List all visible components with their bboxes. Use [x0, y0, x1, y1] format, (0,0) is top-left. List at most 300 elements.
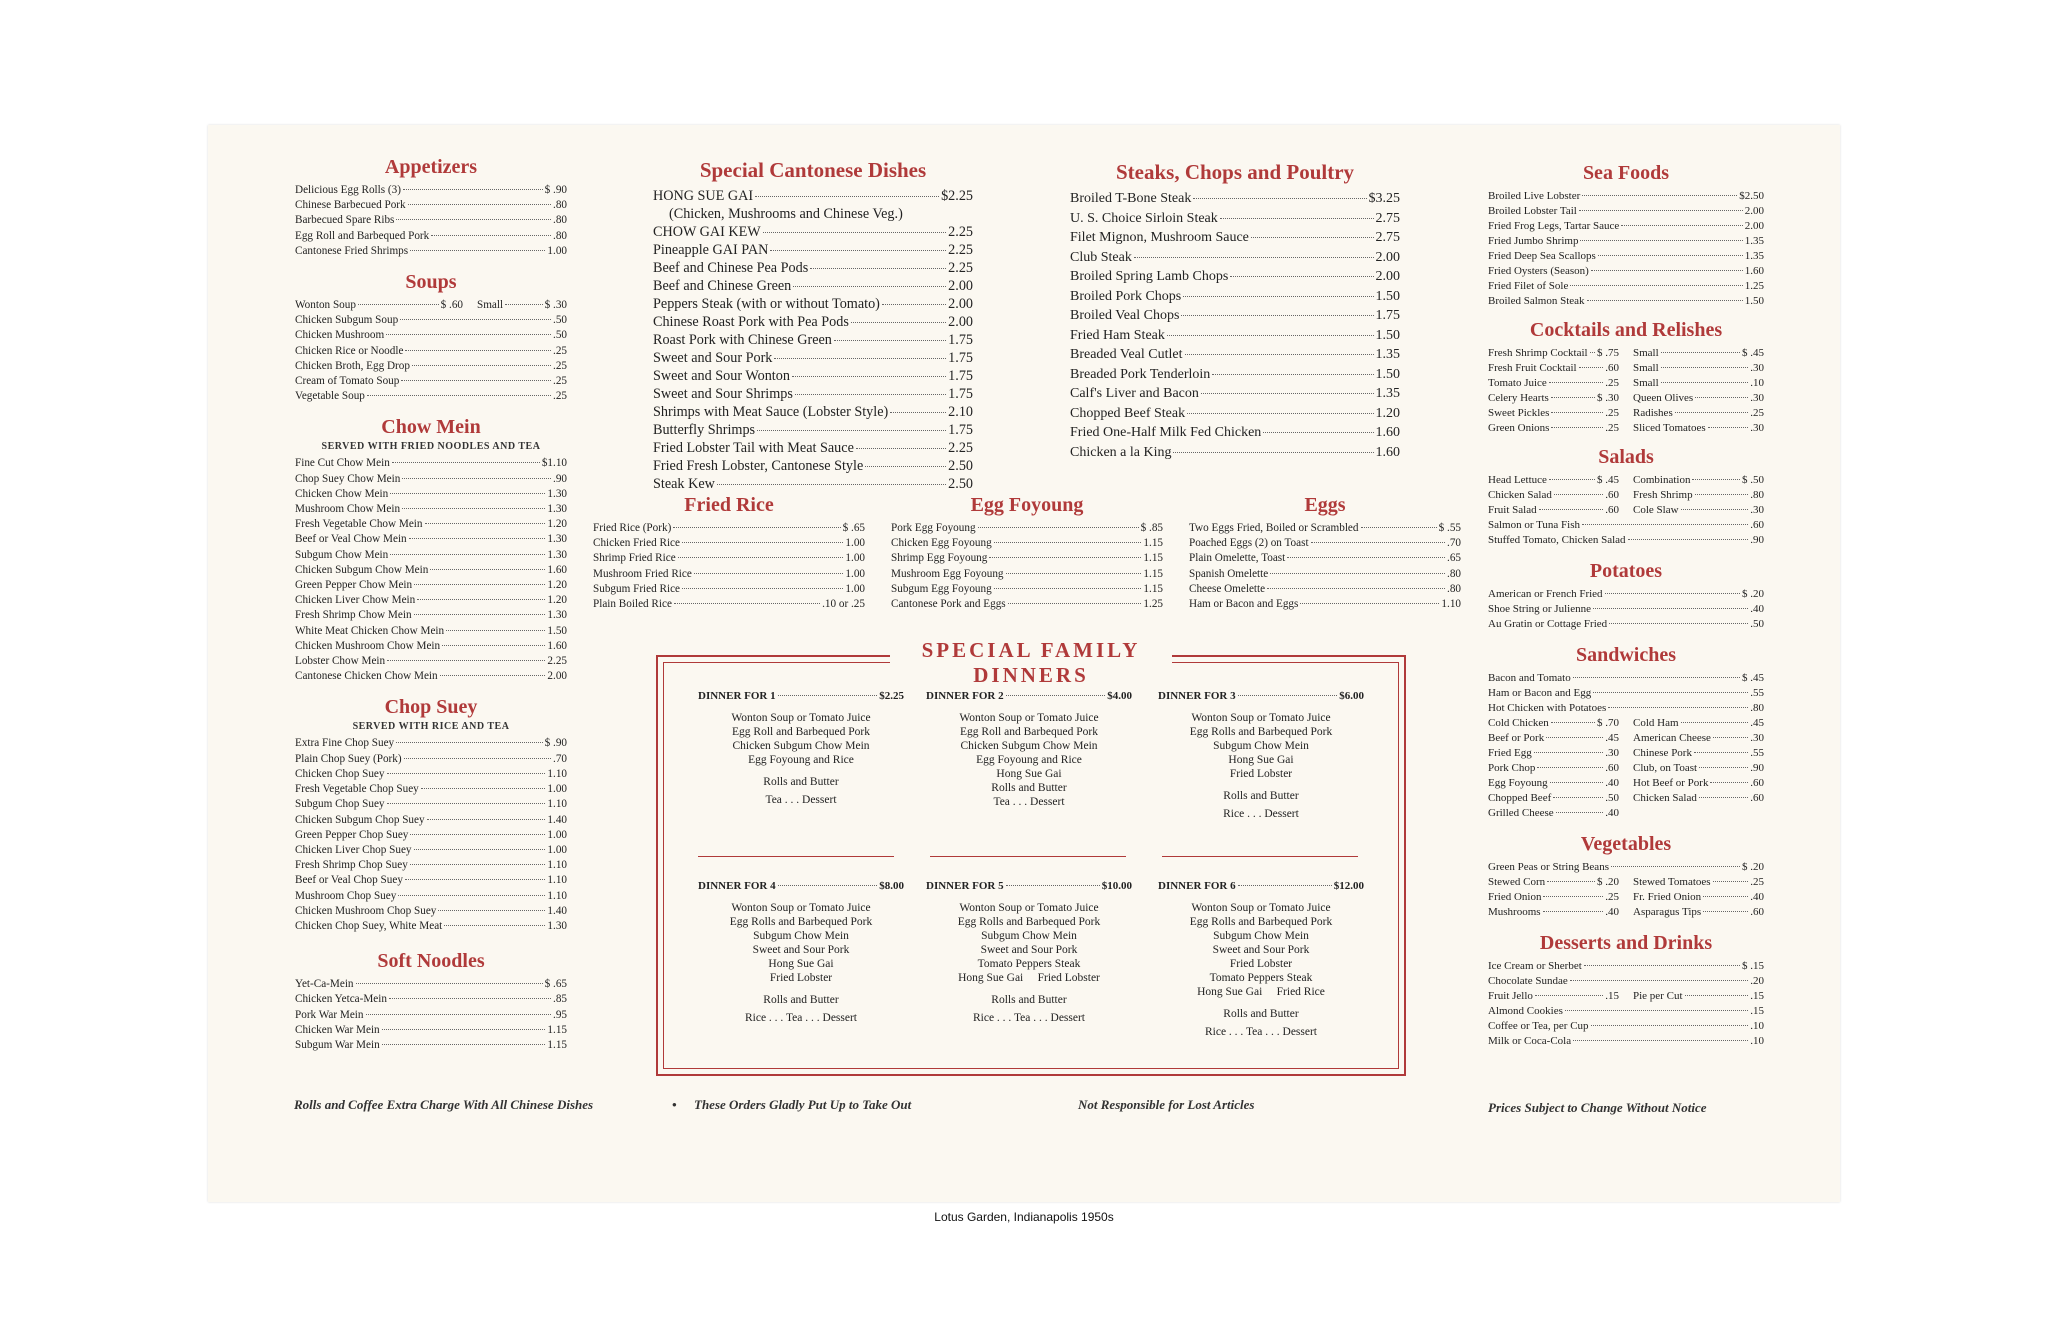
- fried-rice-section: [593, 494, 865, 612]
- menu-item-note: (Chicken, Mushrooms and Chinese Veg.): [669, 206, 903, 222]
- item-price: $ .65: [842, 522, 865, 534]
- item-name: Fruit Salad: [1488, 504, 1537, 516]
- item-name: Fine Cut Chow Mein: [295, 457, 390, 470]
- item-name: Chicken Yetca-Mein: [295, 993, 387, 1006]
- desserts-list-2: [1488, 1004, 1764, 1049]
- item-name: Shoe String or Julienne: [1488, 603, 1591, 615]
- soft-noodles-title: Soft Noodles: [377, 950, 485, 973]
- item-name: U. S. Choice Sirloin Steak: [1070, 210, 1218, 226]
- menu-item: [1488, 204, 1764, 219]
- menu-item: [653, 457, 973, 475]
- item-price: 2.00: [948, 296, 973, 312]
- cocktails-list: [1488, 346, 1764, 436]
- potatoes-list: [1488, 587, 1764, 632]
- menu-item: [295, 624, 567, 639]
- item-name: Broiled Salmon Steak: [1488, 295, 1585, 307]
- menu-item: [891, 597, 1163, 612]
- menu-item: [1189, 536, 1461, 551]
- menu-item: [295, 328, 567, 343]
- item-price: 1.75: [1375, 308, 1400, 323]
- item-name: Fresh Vegetable Chop Suey: [295, 783, 419, 796]
- menu-item: [1488, 391, 1619, 406]
- menu-item: [1488, 875, 1619, 890]
- dinner-extra: Rolls and Butter: [1223, 1008, 1299, 1020]
- menu-item: [1070, 384, 1400, 404]
- item-price: 1.10: [547, 874, 567, 887]
- dinner-price: $2.25: [879, 690, 904, 702]
- item-price: $ .70: [1597, 717, 1619, 729]
- menu-item: [1070, 365, 1400, 385]
- item-name: Shrimp Egg Foyoung: [891, 552, 988, 565]
- item-name: Sweet and Sour Pork: [653, 350, 773, 366]
- dinner-extra: Rolls and Butter: [991, 994, 1067, 1006]
- dinner-label: DINNER FOR 2: [926, 690, 1004, 702]
- menu-item: [1488, 421, 1619, 436]
- item-price: .70: [553, 752, 567, 765]
- item-price: .80: [553, 229, 567, 242]
- menu-item: [1488, 406, 1619, 421]
- item-price: $ .90: [544, 184, 567, 196]
- item-price: .25: [1605, 407, 1619, 419]
- dinner-label: DINNER FOR 3: [1158, 690, 1236, 702]
- footer-lost-articles: Not Responsible for Lost Articles: [1078, 1097, 1255, 1112]
- menu-item: [653, 295, 973, 313]
- menu-item: [1488, 989, 1619, 1004]
- item-name: Sweet Pickles: [1488, 407, 1550, 419]
- item-price: $ .65: [544, 978, 567, 991]
- menu-item: [593, 567, 865, 582]
- item-name: Broiled Veal Chops: [1070, 308, 1180, 323]
- dinner-course: Tomato Peppers Steak: [1209, 972, 1313, 984]
- menu-item: [1633, 761, 1764, 776]
- item-name: Queen Olives: [1633, 392, 1694, 404]
- item-name: Broiled Spring Lamb Chops: [1070, 269, 1229, 284]
- item-name: Broiled Lobster Tail: [1488, 205, 1577, 217]
- dinner-heading: [698, 689, 904, 703]
- menu-item: [1488, 890, 1619, 905]
- item-price: .60: [1750, 519, 1764, 531]
- menu-item: [1488, 219, 1764, 234]
- menu-item-pair: [1488, 905, 1764, 920]
- item-price: 1.00: [547, 843, 567, 856]
- menu-item: [1633, 890, 1764, 905]
- item-name: Fried One-Half Milk Fed Chicken: [1070, 425, 1262, 440]
- dinner-label: DINNER FOR 6: [1158, 880, 1236, 892]
- menu-item: [295, 229, 567, 244]
- menu-item: [1488, 761, 1619, 776]
- item-name: Radishes: [1633, 407, 1673, 419]
- item-name: Poached Eggs (2) on Toast: [1189, 537, 1309, 550]
- item-name: Ham or Bacon and Egg: [1488, 687, 1592, 699]
- menu-item: Wonton Soup $ .60: [295, 299, 463, 312]
- item-name: Au Gratin or Cottage Fried: [1488, 618, 1608, 630]
- item-name: Cheese Omelette: [1189, 582, 1266, 595]
- menu-item: [653, 475, 973, 493]
- menu-item: [295, 889, 567, 904]
- dinner-course: Egg Rolls and Barbequed Pork: [729, 916, 873, 928]
- menu-item: [1633, 746, 1764, 761]
- item-price: $ .20: [1742, 588, 1764, 600]
- steaks-title: Steaks, Chops and Poultry: [1115, 160, 1355, 184]
- dinner-course: Egg Roll and Barbequed Pork: [732, 726, 870, 738]
- item-price: 1.10: [1441, 598, 1461, 611]
- menu-item: [295, 1023, 567, 1038]
- item-price: .80: [1447, 567, 1461, 580]
- item-price: 1.25: [1143, 598, 1163, 611]
- menu-item: [653, 385, 973, 403]
- item-name: Cold Chicken: [1488, 717, 1549, 729]
- menu-item-pair: [1488, 361, 1764, 376]
- menu-item: [1070, 209, 1400, 229]
- menu-item: [653, 439, 973, 457]
- item-price: 1.00: [845, 552, 865, 565]
- item-price: 1.15: [1143, 552, 1163, 565]
- item-price: 1.30: [547, 487, 567, 500]
- item-name: Yet-Ca-Mein: [295, 978, 354, 991]
- item-name: Subgum Egg Foyoung: [891, 582, 992, 595]
- desserts-pairs: [1488, 989, 1764, 1004]
- item-name: Cole Slaw: [1633, 504, 1679, 516]
- item-name: Extra Fine Chop Suey: [295, 737, 395, 750]
- item-name: Stewed Corn: [1488, 876, 1546, 888]
- menu-item: [1633, 875, 1764, 890]
- item-price: .30: [1750, 392, 1764, 404]
- menu-item: [1633, 346, 1764, 361]
- menu-item: [295, 548, 567, 563]
- dinner-course: Wonton Soup or Tomato Juice: [1191, 902, 1331, 914]
- item-price: 2.00: [1375, 269, 1400, 284]
- item-name: Beef or Pork: [1488, 732, 1545, 744]
- item-price: .80: [1750, 702, 1764, 714]
- dinner-course: Hong Sue Gai: [996, 768, 1062, 780]
- item-name: Egg Roll and Barbequed Pork: [295, 229, 430, 242]
- dinner-course: Sweet and Sour Pork: [1212, 944, 1310, 956]
- menu-item: [1488, 860, 1764, 875]
- item-name: Egg Foyoung: [1488, 777, 1548, 789]
- salads-list: [1488, 518, 1764, 548]
- item-name: Chicken Liver Chow Mein: [295, 594, 416, 607]
- menu-item-pair: [1488, 473, 1764, 488]
- item-name: Chocolate Sundae: [1488, 975, 1568, 987]
- item-price: 1.60: [1375, 444, 1400, 460]
- dinner-course: Rolls and Butter: [991, 782, 1067, 794]
- chow-mein-title: Chow Mein: [381, 416, 481, 439]
- dinner-course: Egg Roll and Barbequed Pork: [960, 726, 1098, 738]
- item-price: .60: [1750, 792, 1764, 804]
- item-price: .25: [1605, 377, 1619, 389]
- chow-mein-list: [295, 456, 567, 684]
- footer-prices-note: Prices Subject to Change Without Notice: [1488, 1100, 1707, 1115]
- item-name: Sweet and Sour Wonton: [653, 368, 790, 384]
- item-name: Chopped Beef Steak: [1070, 405, 1186, 421]
- item-price: 1.35: [1744, 250, 1764, 262]
- item-price: .10: [1750, 1020, 1764, 1032]
- item-price: .15: [1605, 990, 1619, 1002]
- menu-item: [593, 521, 865, 536]
- menu-item: [1633, 731, 1764, 746]
- cocktails-title: Cocktails and Relishes: [1529, 319, 1723, 341]
- menu-item: [1633, 391, 1764, 406]
- item-price: 1.35: [1375, 347, 1400, 362]
- sea-foods-title: Sea Foods: [1582, 162, 1670, 184]
- item-price: .15: [1750, 990, 1764, 1002]
- item-price: .40: [1605, 777, 1619, 789]
- item-price: $ .30: [1597, 392, 1619, 404]
- item-price: .60: [1750, 906, 1764, 918]
- menu-item: [295, 992, 567, 1007]
- item-price: 1.30: [547, 503, 567, 516]
- chop-suey-list: [295, 736, 567, 934]
- item-name: Fried Deep Sea Scallops: [1488, 250, 1596, 262]
- item-name: Combination: [1633, 474, 1691, 486]
- menu-item: [295, 213, 567, 228]
- item-name: Cantonese Pork and Eggs: [891, 598, 1006, 611]
- menu-item: [1488, 1019, 1764, 1034]
- dinner-course: Egg Foyoung and Rice: [976, 754, 1082, 766]
- menu-item: [1633, 488, 1764, 503]
- item-price: 2.25: [948, 440, 973, 456]
- appetizers-list: [295, 183, 567, 259]
- item-price: .40: [1750, 603, 1764, 615]
- item-name: Fried Filet of Sole: [1488, 280, 1569, 292]
- item-name: Chicken War Mein: [295, 1023, 380, 1036]
- soft-noodles-list: [295, 977, 567, 1053]
- menu-item: [1633, 716, 1764, 731]
- menu-item: [1488, 617, 1764, 632]
- item-name: Shrimps with Meat Sauce (Lobster Style): [653, 404, 889, 420]
- menu-item: [1633, 421, 1764, 436]
- footer-takeout-note: These Orders Gladly Put Up to Take Out: [694, 1097, 912, 1112]
- item-name: Salmon or Tuna Fish: [1488, 519, 1580, 531]
- item-name: Calf's Liver and Bacon: [1070, 386, 1199, 401]
- item-price: .55: [1750, 687, 1764, 699]
- item-price: .10: [1750, 1035, 1764, 1047]
- menu-item: [1488, 473, 1619, 488]
- item-price: .25: [1605, 891, 1619, 903]
- item-name: Green Peas or String Beans: [1488, 861, 1609, 873]
- image-caption: Lotus Garden, Indianapolis 1950s: [934, 1210, 1114, 1224]
- menu-item: [891, 582, 1163, 597]
- dinner-heading: [1158, 879, 1364, 893]
- item-price: $ .45: [1742, 672, 1764, 684]
- dinner-price: $6.00: [1339, 690, 1364, 702]
- item-name: Beef and Chinese Pea Pods: [653, 260, 809, 276]
- salads-title: Salads: [1598, 446, 1654, 468]
- menu-item: HONG SUE GAI $2.25: [653, 188, 973, 204]
- dinner-extra: Rolls and Butter: [763, 994, 839, 1006]
- item-price: 1.20: [1375, 405, 1400, 421]
- item-name: Tomato Juice: [1488, 377, 1547, 389]
- column-right: [1488, 162, 1764, 1049]
- menu-item: [1633, 376, 1764, 391]
- item-name: Chicken Subgum Soup: [295, 314, 399, 327]
- dinner-divider: [930, 856, 1126, 857]
- item-name: Plain Boiled Rice: [593, 598, 672, 611]
- menu-item-pair: [1488, 776, 1764, 791]
- menu-item-pair: [1488, 421, 1764, 436]
- item-price: 1.50: [1744, 295, 1764, 307]
- soups-list: [295, 313, 567, 404]
- menu-item: [593, 597, 865, 612]
- item-price: 1.50: [1375, 327, 1400, 343]
- menu-item: [295, 502, 567, 517]
- item-price: .85: [553, 993, 567, 1006]
- item-name: Small: [1633, 347, 1659, 359]
- item-name: Vegetable Soup: [295, 390, 365, 403]
- item-price: 1.35: [1744, 235, 1764, 247]
- menu-item: [1633, 905, 1764, 920]
- item-name: Head Lettuce: [1488, 474, 1547, 486]
- item-price: 1.00: [547, 828, 567, 841]
- item-price: .25: [1605, 422, 1619, 434]
- item-price: 1.10: [547, 798, 567, 811]
- item-price: .95: [553, 1008, 567, 1021]
- dinner-heading: [1158, 689, 1364, 703]
- item-price: 1.30: [547, 533, 567, 546]
- potatoes-title: Potatoes: [1589, 560, 1663, 582]
- dinner-course: Hong Sue Gai: [1228, 754, 1294, 766]
- soups-title: Soups: [405, 271, 457, 294]
- item-price: 2.00: [948, 314, 973, 330]
- item-name: Roast Pork with Chinese Green: [653, 332, 832, 348]
- menu-item: [295, 183, 567, 198]
- menu-item: [1070, 326, 1400, 346]
- item-name: Beef or Veal Chow Mein: [295, 533, 407, 546]
- menu-item-pair: [1488, 716, 1764, 731]
- item-price: .60: [1750, 777, 1764, 789]
- item-price: $ .20: [1597, 876, 1619, 888]
- item-price: $ .75: [1597, 347, 1619, 359]
- vegetables-list: [1488, 860, 1764, 875]
- menu-item: [1189, 521, 1461, 536]
- item-price: 2.00: [1375, 249, 1400, 265]
- dinner-price: $10.00: [1101, 880, 1132, 892]
- dinner-extra: Rolls and Butter: [1223, 790, 1299, 802]
- menu-item: [1189, 582, 1461, 597]
- item-price: .80: [553, 214, 567, 227]
- item-price: 1.00: [547, 244, 567, 257]
- menu-item: [1488, 806, 1619, 821]
- dinner-course: Wonton Soup or Tomato Juice: [731, 902, 871, 914]
- item-price: 1.15: [547, 1023, 567, 1036]
- item-price: 1.60: [547, 563, 567, 576]
- item-name: Fresh Shrimp Chow Mein: [295, 609, 412, 622]
- item-price: .40: [1605, 807, 1619, 819]
- item-price: 1.60: [547, 639, 567, 652]
- dinner-course: Wonton Soup or Tomato Juice: [959, 902, 1099, 914]
- item-name: Fr. Fried Onion: [1633, 891, 1702, 903]
- empty-cell: [1633, 806, 1764, 821]
- menu-item: [1488, 1004, 1764, 1019]
- menu-item: [295, 313, 567, 328]
- item-price: 1.75: [948, 368, 973, 384]
- dinner-course: Subgum Chow Mein: [1213, 930, 1309, 942]
- dinner-course: Hong Sue Gai Fried Rice: [1197, 986, 1325, 998]
- item-price: 1.10: [547, 767, 567, 780]
- item-name: Fresh Shrimp Chop Suey: [295, 859, 408, 872]
- item-name: Chicken Egg Foyoung: [891, 537, 992, 550]
- fried-rice-list: [593, 521, 865, 612]
- item-price: .10 or .25: [822, 598, 865, 611]
- item-price: .50: [553, 329, 567, 342]
- dinner-course: Chicken Subgum Chow Mein: [960, 740, 1098, 752]
- item-price: .50: [553, 314, 567, 327]
- cantonese-title: Special Cantonese Dishes: [699, 158, 927, 182]
- menu-item: [295, 593, 567, 608]
- dinner-course: Chicken Subgum Chow Mein: [732, 740, 870, 752]
- item-name: Fresh Vegetable Chow Mein: [295, 518, 423, 531]
- menu-item: [295, 532, 567, 547]
- dinner-course: Tomato Peppers Steak: [977, 958, 1081, 970]
- item-price: 2.75: [1375, 210, 1400, 226]
- menu-item: [1633, 791, 1764, 806]
- item-price: .20: [1750, 975, 1764, 987]
- item-price: .55: [1750, 747, 1764, 759]
- menu-item: [295, 977, 567, 992]
- item-name: Chicken Subgum Chow Mein: [295, 563, 429, 576]
- item-price: .40: [1750, 891, 1764, 903]
- menu-item-pair: [1488, 875, 1764, 890]
- item-price: 2.25: [948, 224, 973, 240]
- steaks-section: [1070, 160, 1400, 462]
- item-price: .80: [1447, 582, 1461, 595]
- menu-item: [653, 421, 973, 439]
- dinner-course: Sweet and Sour Pork: [980, 944, 1078, 956]
- menu-item: [1488, 279, 1764, 294]
- item-price: .25: [1750, 876, 1764, 888]
- menu-item: [295, 797, 567, 812]
- menu-item: [1070, 306, 1400, 326]
- item-name: Cantonese Chicken Chow Mein: [295, 670, 438, 683]
- menu-item: [653, 367, 973, 385]
- item-name: Breaded Pork Tenderloin: [1070, 366, 1211, 382]
- item-name: Chicken Mushroom Chow Mein: [295, 639, 441, 652]
- menu-item: [1488, 361, 1619, 376]
- sandwiches-list: [1488, 671, 1764, 716]
- dinner-course: Hong Sue Gai: [768, 958, 834, 970]
- menu-item: [593, 551, 865, 566]
- menu-item: [1488, 905, 1619, 920]
- item-name: Chicken Mushroom: [295, 329, 385, 342]
- item-price: .60: [1605, 489, 1619, 501]
- item-price: $1.10: [541, 457, 567, 470]
- dinner-card: [698, 689, 904, 807]
- item-price: 2.00: [547, 670, 567, 683]
- item-price: .80: [553, 199, 567, 212]
- item-price: $ .45: [1597, 474, 1619, 486]
- item-price: 1.15: [1143, 582, 1163, 595]
- item-price: .30: [1605, 747, 1619, 759]
- menu-item: [295, 359, 567, 374]
- dinner-label: DINNER FOR 4: [698, 880, 776, 892]
- fried-rice-title: Fried Rice: [684, 494, 774, 516]
- item-name: Fried Fresh Lobster, Cantonese Style: [653, 458, 864, 474]
- menu-item: [1488, 776, 1619, 791]
- item-price: 1.75: [948, 386, 973, 402]
- menu-item-pair: [1488, 503, 1764, 518]
- item-name: Cold Ham: [1633, 717, 1679, 729]
- menu-item: [1070, 423, 1400, 443]
- dinner-course: Fried Lobster: [769, 972, 833, 984]
- item-name: Pork Chop: [1488, 762, 1536, 774]
- item-price: 1.40: [547, 813, 567, 826]
- dinner-course: Egg Rolls and Barbequed Pork: [1189, 916, 1333, 928]
- dinner-price: $12.00: [1333, 880, 1364, 892]
- item-price: .40: [1605, 906, 1619, 918]
- vegetables-title: Vegetables: [1580, 833, 1672, 855]
- egg-foyoung-section: [891, 494, 1163, 612]
- menu-item: [295, 344, 567, 359]
